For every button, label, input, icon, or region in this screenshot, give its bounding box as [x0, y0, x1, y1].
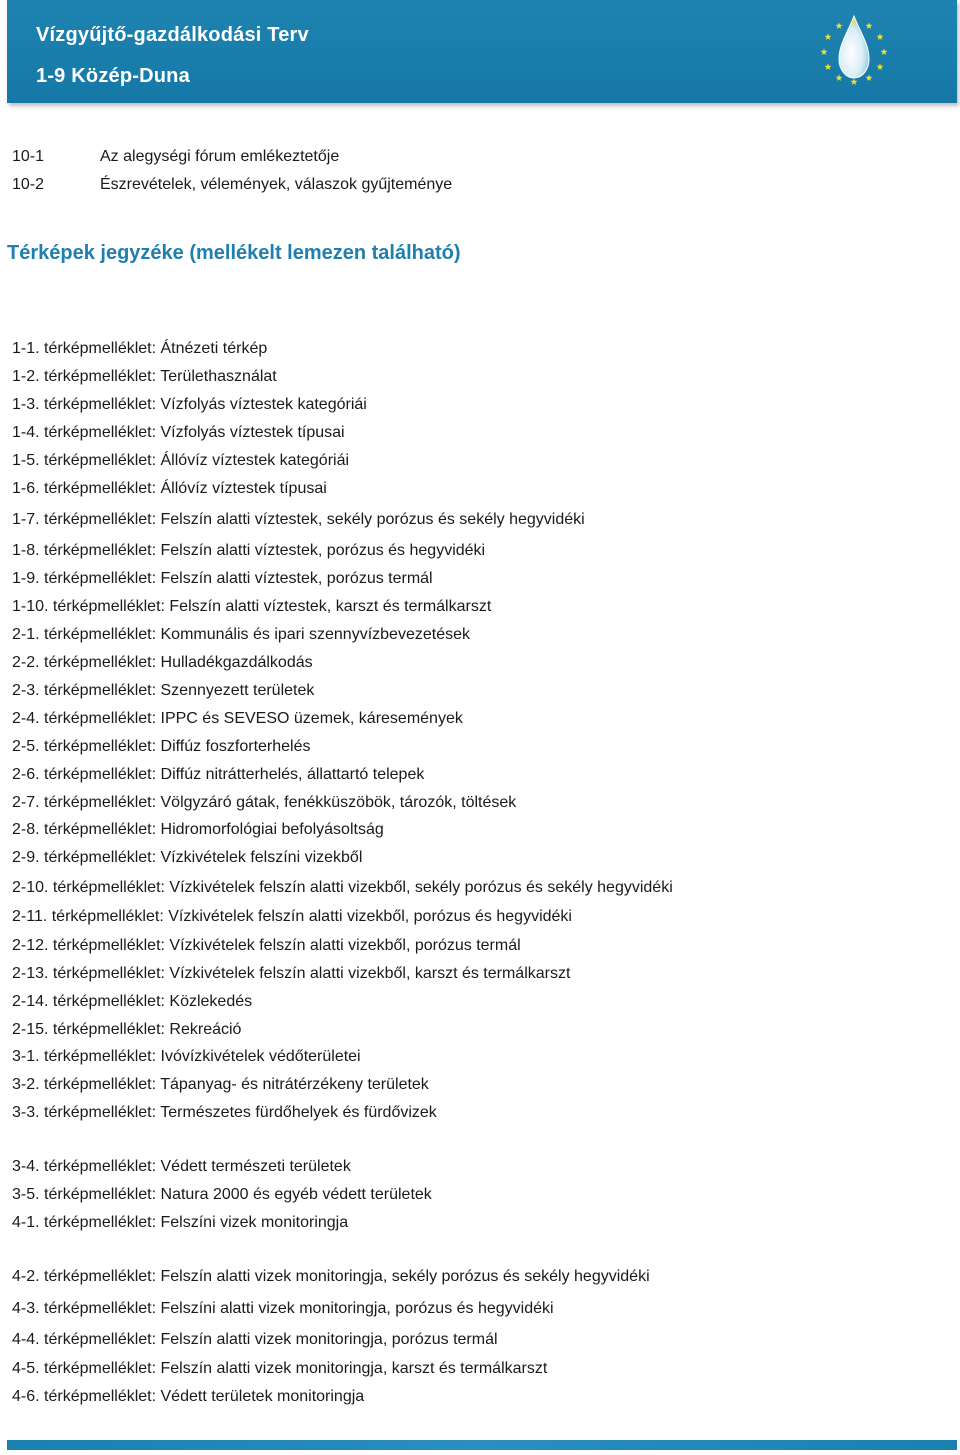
map-list-item: 1-2. térképmelléklet: Területhasználat: [12, 368, 277, 385]
map-list-item: 4-3. térképmelléklet: Felszíni alatti vizek monitoringja, porózus és hegyvidéki: [12, 1300, 554, 1317]
star-icon: [836, 22, 843, 29]
map-list-item: 4-5. térképmelléklet: Felszín alatti vizek monitoringja, karszt és termálkarszt: [12, 1360, 548, 1377]
map-list-item: 3-2. térképmelléklet: Tápanyag- és nitrátérzékeny területek: [12, 1076, 429, 1093]
map-list-item: 2-10. térképmelléklet: Vízkivételek felszín alatti vizekből, sekély porózus és sekély hegyvidéki: [12, 879, 673, 896]
map-list-item: 3-3. térképmelléklet: Természetes fürdőhelyek és fürdővizek: [12, 1104, 437, 1121]
map-list-item: 2-13. térképmelléklet: Vízkivételek felszín alatti vizekből, karszt és termálkarszt: [12, 965, 571, 982]
map-list-item: 1-5. térképmelléklet: Állóvíz víztestek kategóriái: [12, 452, 350, 469]
map-list-item: 1-4. térképmelléklet: Vízfolyás víztestek típusai: [12, 424, 345, 441]
forum-item-code: 10-2: [12, 176, 45, 193]
map-list-item: 1-1. térképmelléklet: Átnézeti térkép: [12, 340, 268, 357]
map-list-item: 2-8. térképmelléklet: Hidromorfológiai befolyásoltság: [12, 821, 384, 838]
star-icon: [851, 78, 858, 85]
map-list-item: 2-2. térképmelléklet: Hulladékgazdálkodás: [12, 654, 313, 671]
map-list-item: 2-9. térképmelléklet: Vízkivételek felszíni vizekből: [12, 849, 363, 866]
page-header: [7, 0, 957, 103]
forum-item-text: Az alegységi fórum emlékeztetője: [100, 148, 340, 165]
map-list-item: 1-9. térképmelléklet: Felszín alatti víztestek, porózus termál: [12, 570, 433, 587]
map-list-item: 1-3. térképmelléklet: Vízfolyás víztestek kategóriái: [12, 396, 367, 413]
forum-item: [12, 147, 339, 167]
forum-item-code: 10-1: [12, 148, 45, 165]
map-list-item: 3-1. térképmelléklet: Ivóvízkivételek védőterületei: [12, 1048, 361, 1065]
map-list-item: 4-6. térképmelléklet: Védett területek monitoringja: [12, 1388, 365, 1405]
map-list-item: 2-3. térképmelléklet: Szennyezett területek: [12, 682, 315, 699]
footer-bar: [7, 1440, 957, 1450]
header-subtitle: 1-9 Közép-Duna: [36, 65, 190, 87]
maps-section-title: Térképek jegyzéke (mellékelt lemezen található): [7, 242, 461, 264]
map-list-item: 1-7. térképmelléklet: Felszín alatti víztestek, sekély porózus és sekély hegyvidéki: [12, 511, 585, 528]
map-list-item: 4-1. térképmelléklet: Felszíni vizek monitoringja: [12, 1214, 349, 1231]
map-list-item: 2-1. térképmelléklet: Kommunális és ipari szennyvízbevezetések: [12, 626, 470, 643]
star-icon: [866, 74, 873, 81]
map-list-item: 1-6. térképmelléklet: Állóvíz víztestek típusai: [12, 480, 327, 497]
star-icon: [877, 33, 884, 40]
map-list-item: 3-4. térképmelléklet: Védett természeti területek: [12, 1158, 351, 1175]
forum-item: [12, 175, 452, 195]
map-list-item: 2-5. térképmelléklet: Diffúz foszforterhelés: [12, 738, 311, 755]
map-list-item: 1-10. térképmelléklet: Felszín alatti víztestek, karszt és termálkarszt: [12, 598, 492, 615]
map-list-item: 2-7. térképmelléklet: Völgyzáró gátak, fenékküszöbök, tározók, töltések: [12, 794, 517, 811]
map-list-item: 2-6. térképmelléklet: Diffúz nitrátterhelés, állattartó telepek: [12, 766, 425, 783]
star-icon: [836, 74, 843, 81]
map-list-item: 2-12. térképmelléklet: Vízkivételek felszín alatti vizekből, porózus termál: [12, 937, 521, 954]
map-list-item: 2-15. térképmelléklet: Rekreáció: [12, 1021, 242, 1038]
star-icon: [881, 48, 888, 55]
map-list-item: 2-11. térképmelléklet: Vízkivételek felszín alatti vizekből, porózus és hegyvidéki: [12, 908, 572, 925]
star-icon: [825, 33, 832, 40]
star-icon: [866, 22, 873, 29]
header-title: Vízgyűjtő-gazdálkodási Terv: [36, 24, 309, 46]
map-list-item: 3-5. térképmelléklet: Natura 2000 és egyéb védett területek: [12, 1186, 432, 1203]
map-list-item: 4-4. térképmelléklet: Felszín alatti vizek monitoringja, porózus termál: [12, 1331, 498, 1348]
map-list-item: 4-2. térképmelléklet: Felszín alatti vizek monitoringja, sekély porózus és sekély hegyvidéki: [12, 1268, 650, 1285]
star-icon: [825, 63, 832, 70]
forum-item-text: Észrevételek, vélemények, válaszok gyűjteménye: [100, 176, 453, 193]
map-list-item: 2-4. térképmelléklet: IPPC és SEVESO üzemek, káresemények: [12, 710, 463, 727]
water-drop-eu-stars-icon: [813, 12, 895, 90]
star-icon: [821, 48, 828, 55]
star-icon: [877, 63, 884, 70]
map-list-item: 1-8. térképmelléklet: Felszín alatti víztestek, porózus és hegyvidéki: [12, 542, 486, 559]
map-list-item: 2-14. térképmelléklet: Közlekedés: [12, 993, 253, 1010]
